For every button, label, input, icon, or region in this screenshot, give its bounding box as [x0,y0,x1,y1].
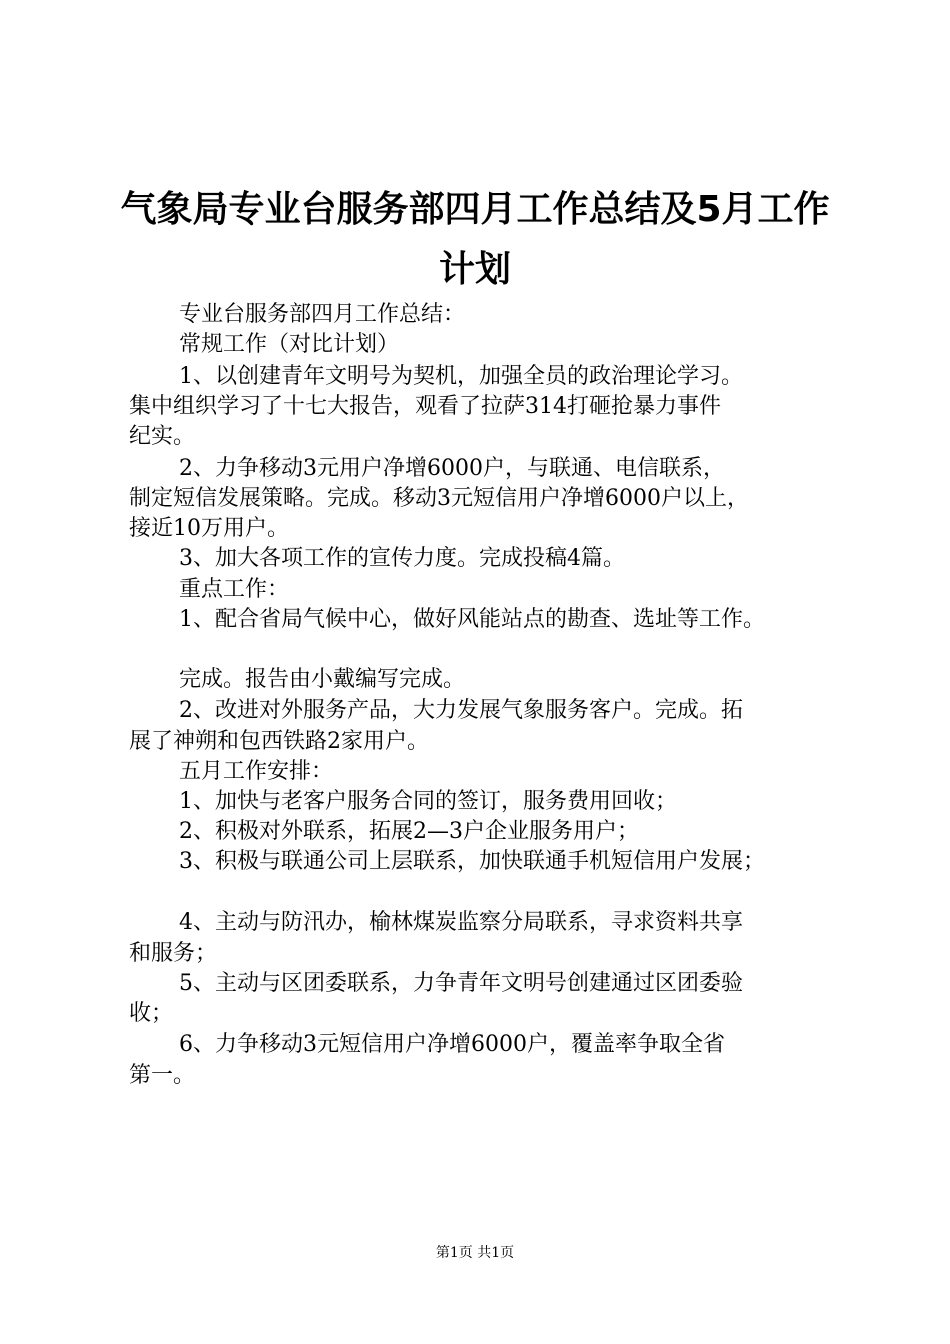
paragraph-line: 2、力争移动3元用户净增6000户，与联通、电信联系， [179,456,725,481]
paragraph-line: 2、改进对外服务产品，大力发展气象服务客户。完成。拓 [179,698,743,723]
paragraph-line: 集中组织学习了十七大报告，观看了拉萨314打砸抢暴力事件 [129,394,721,419]
list-item: 3、积极与联通公司上层联系，加快联通手机短信用户发展； [179,849,765,874]
list-item: 6、力争移动3元短信用户净增6000户，覆盖率争取全省 [179,1032,725,1057]
list-item: 收； [129,1001,174,1026]
document-title-line-1: 气象局专业台服务部四月工作总结及5月工作 [120,189,830,230]
paragraph-line: 1、配合省局气候中心，做好风能站点的勘查、选址等工作。 [179,607,765,632]
paragraph-line: 制定短信发展策略。完成。移动3元短信用户净增6000户以上， [129,486,749,511]
paragraph-line: 1、以创建青年文明号为契机，加强全员的政治理论学习。 [179,364,743,389]
subheading-routine-work: 常规工作（对比计划） [179,332,400,357]
paragraph-line: 完成。报告由小戴编写完成。 [179,667,466,692]
list-item: 4、主动与防汛办，榆林煤炭监察分局联系，寻求资料共享 [179,910,743,935]
subheading-key-work: 重点工作： [179,577,290,602]
paragraph-line: 3、加大各项工作的宣传力度。完成投稿4篇。 [179,546,625,571]
page-number-footer: 第1页 共1页 [435,1245,515,1261]
list-item: 1、加快与老客户服务合同的签订，服务费用回收； [179,789,677,814]
list-item: 5、主动与区团委联系，力争青年文明号创建通过区团委验 [179,971,743,996]
paragraph-line: 纪实。 [129,424,196,449]
paragraph-line: 接近10万用户。 [129,516,289,541]
section-heading-may-plan: 五月工作安排： [179,759,334,784]
list-item: 和服务； [129,941,218,966]
document-title-line-2: 计划 [438,249,511,290]
list-item: 第一。 [129,1063,196,1088]
section-heading-april-summary: 专业台服务部四月工作总结： [179,302,466,327]
list-item: 2、积极对外联系，拓展2—3户企业服务用户； [179,819,639,844]
paragraph-line: 展了神朔和包西铁路2家用户。 [129,729,429,754]
